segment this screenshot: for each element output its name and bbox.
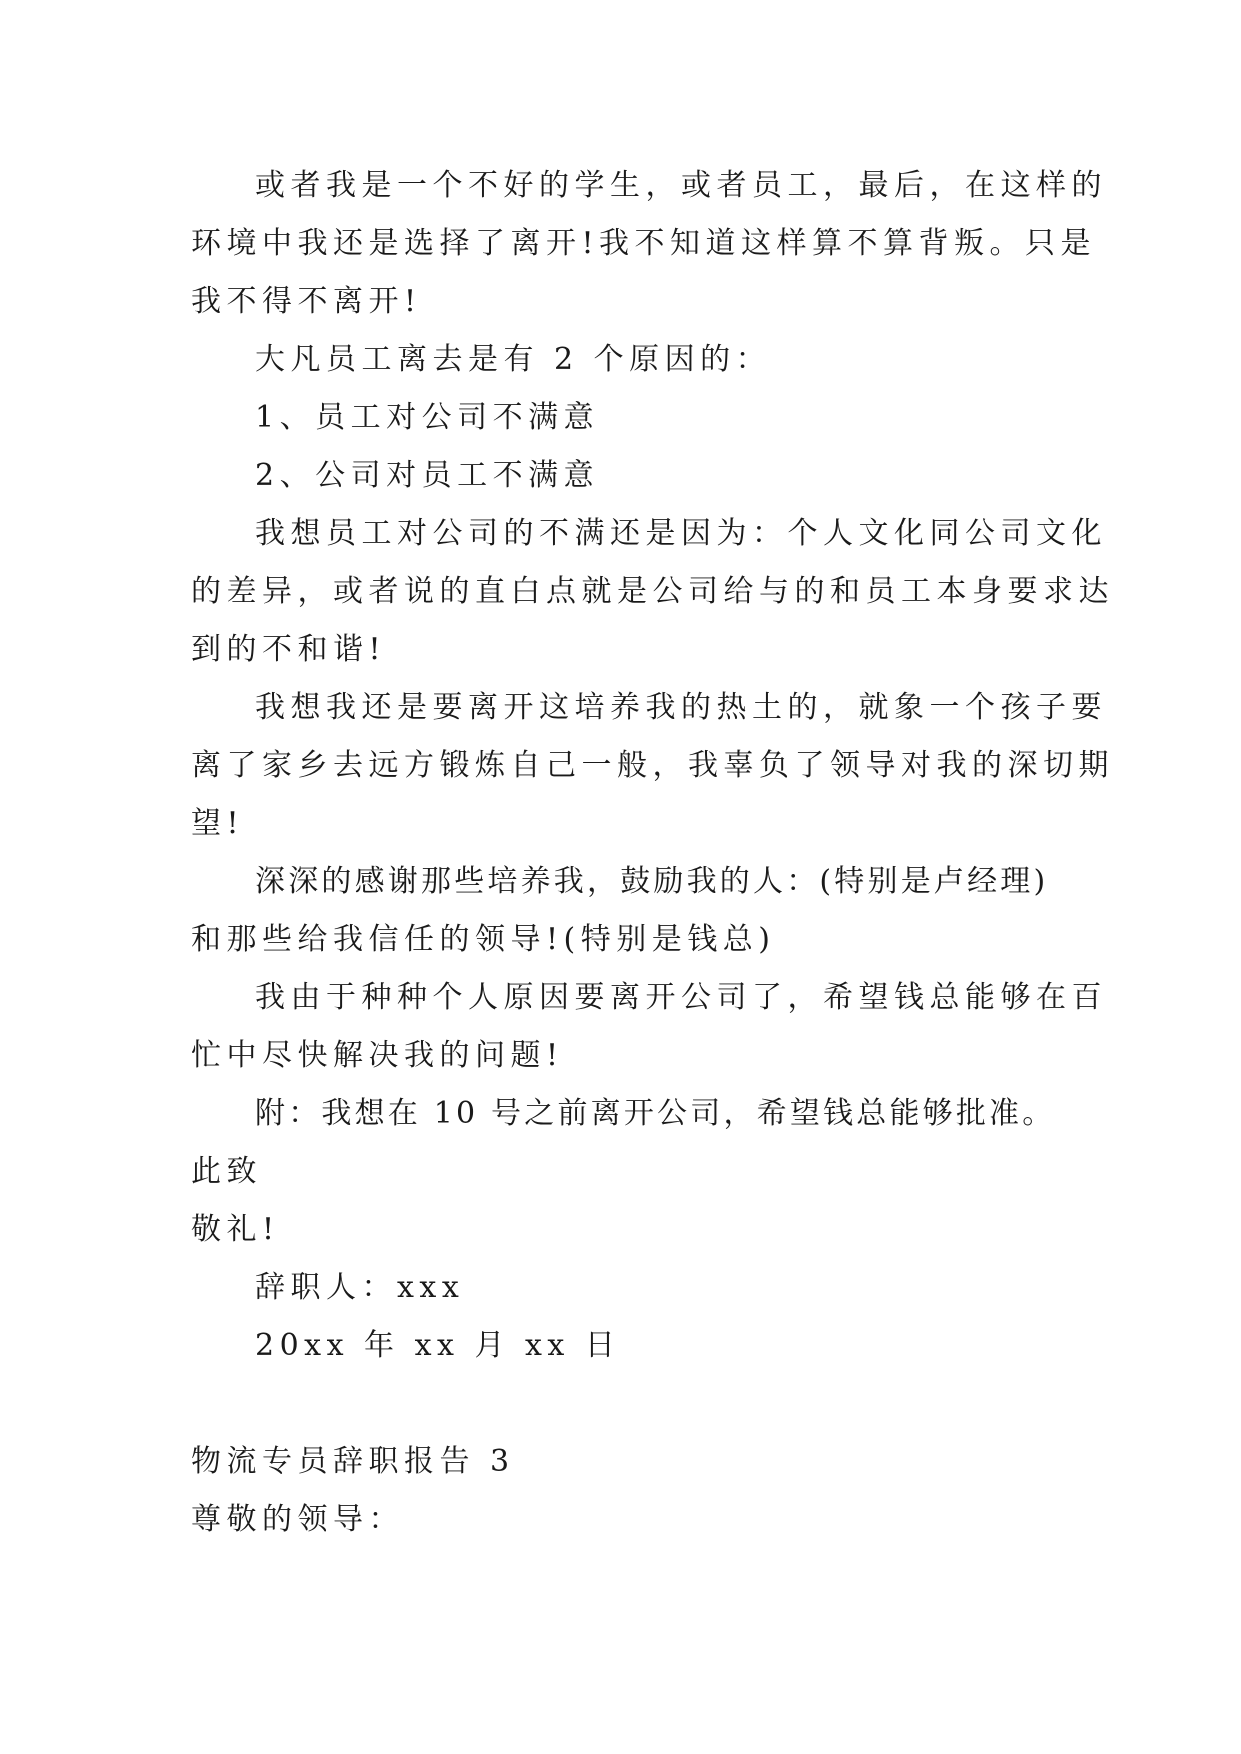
paragraph-line: 大凡员工离去是有 2 个原因的： <box>255 342 772 377</box>
paragraph-line: 望! <box>191 806 245 841</box>
paragraph-line: 到的不和谐! <box>191 632 387 667</box>
paragraph-line: 环境中我还是选择了离开!我不知道这样算不算背叛。只是 <box>191 226 1097 261</box>
paragraph-line: 或者我是一个不好的学生，或者员工，最后，在这样的 <box>255 168 1107 203</box>
list-item: 2、公司对员工不满意 <box>255 458 600 493</box>
paragraph-line: 忙中尽快解决我的问题! <box>191 1038 564 1073</box>
paragraph-line: 我由于种种个人原因要离开公司了，希望钱总能够在百 <box>255 980 1107 1015</box>
paragraph-line: 的差异，或者说的直白点就是公司给与的和员工本身要求达 <box>191 574 1114 609</box>
paragraph-line: 我不得不离开! <box>191 284 422 319</box>
paragraph-line: 离了家乡去远方锻炼自己一般，我辜负了领导对我的深切期 <box>191 748 1114 783</box>
list-item: 1、员工对公司不满意 <box>255 400 600 435</box>
date-line: 20xx 年 xx 月 xx 日 <box>255 1328 621 1363</box>
paragraph-line: 附：我想在 10 号之前离开公司，希望钱总能够批准。 <box>255 1096 1056 1131</box>
paragraph-line: 深深的感谢那些培养我，鼓励我的人：(特别是卢经理) <box>255 864 1049 899</box>
salutation-line: 敬礼! <box>191 1212 280 1247</box>
signature-line: 辞职人：xxx <box>255 1270 465 1305</box>
greeting-line: 尊敬的领导： <box>191 1502 404 1537</box>
paragraph-line: 我想员工对公司的不满还是因为：个人文化同公司文化 <box>255 516 1107 551</box>
paragraph-line: 我想我还是要离开这培养我的热土的，就象一个孩子要 <box>255 690 1107 725</box>
section-title: 物流专员辞职报告 3 <box>191 1444 515 1479</box>
paragraph-line: 和那些给我信任的领导!(特别是钱总) <box>191 922 776 957</box>
closing-line: 此致 <box>191 1154 262 1189</box>
